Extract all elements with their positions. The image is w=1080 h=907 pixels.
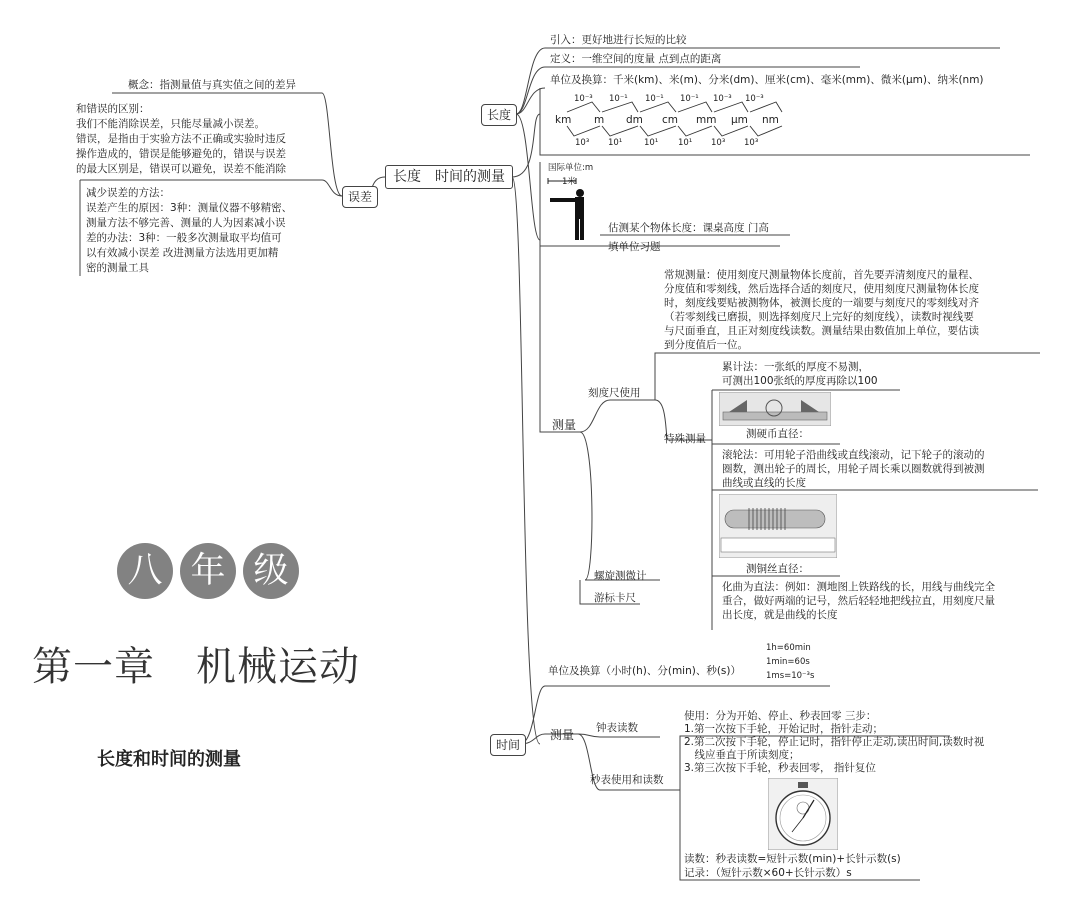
clock-reading-label: 钟表读数	[596, 722, 638, 734]
unit-dm: dm	[626, 114, 643, 126]
wheel-method: 滚轮法：可用轮子沿曲线或直线滚动，记下轮子的滚动的 圈数，测出轮子的周长，用轮子周长乘以圈数就得到被测 曲线或直线的长度	[722, 449, 985, 489]
unit-down-factor-4: 10¹	[678, 138, 693, 148]
length-estimate: 估测某个物体长度：课桌高度 门高	[608, 222, 769, 234]
person-arm-span-figure	[546, 176, 606, 246]
accumulate-method: 累计法：一张纸的厚度不易测， 可测出100张纸的厚度再除以100	[722, 361, 878, 387]
grade-circle-3: 级	[243, 543, 299, 599]
unit-up-factor-3: 10⁻¹	[645, 94, 664, 104]
ruler-regular-measure: 常规测量：使用刻度尺测量物体长度前，首先要弄清刻度尺的量程、 分度值和零刻线，然后选择合适的刻度尺，使用刻度尺测量物体长度 时，刻度线要贴被测物体，被测长度的一端要与刻度尺的零刻线对齐 （若零刻线已磨损，则选择刻度尺上完好的刻度线），读数时视线要 与尺面垂直，且正对刻度线读数。测量结果由数值加上单位，要估读 到分度值后一位。	[664, 269, 979, 351]
time-measure-label: 测量	[550, 728, 575, 742]
unit-up-factor-1: 10⁻³	[574, 94, 593, 104]
unit-up-factor-2: 10⁻¹	[609, 94, 628, 104]
length-definition: 定义：一维空间的度量 点到点的距离	[550, 53, 722, 65]
time-conversion-minute: 1min=60s	[766, 657, 810, 667]
unit-km: km	[555, 114, 572, 126]
micrometer-label: 螺旋测微计	[594, 570, 647, 582]
unit-down-factor-2: 10¹	[608, 138, 623, 148]
unit-down-factor-3: 10¹	[644, 138, 659, 148]
time-conversion-hour: 1h=60min	[766, 643, 811, 653]
unit-nm: nm	[762, 114, 779, 126]
unit-down-factor-1: 10³	[575, 138, 590, 148]
unit-down-factor-6: 10³	[744, 138, 759, 148]
unit-up-factor-5: 10⁻³	[713, 94, 732, 104]
time-conversion-ms: 1ms=10⁻³s	[766, 671, 815, 681]
ruler-usage-label: 刻度尺使用	[588, 387, 641, 399]
unit-up-factor-6: 10⁻³	[745, 94, 764, 104]
stopwatch-record-formula: 记录：（短针示数×60+长针示数）s	[684, 867, 852, 879]
time-units: 单位及换算（小时(h)、分(min)、秒(s)）	[548, 665, 742, 677]
length-units: 单位及换算：千米(km)、米(m)、分米(dm)、厘米(cm)、毫米(mm)、微米(μm)、纳米(nm)	[550, 74, 984, 86]
one-meter-label: 1米	[562, 177, 576, 187]
copper-wire-image	[719, 494, 837, 558]
section-subtitle: 长度和时间的测量	[97, 749, 241, 770]
error-reduce-methods: 减少误差的方法： 误差产生的原因：3种：测量仪器不够精密、 测量方法不够完善、测量的人为因素减小误 差的办法：3种：一般多次测量取平均值可 以有效减小误差 改进测量方法选用更加精 密的测量工具	[86, 187, 293, 274]
length-node[interactable]: 长度	[481, 104, 517, 126]
chapter-title: 第一章 机械运动	[32, 644, 360, 690]
length-measure-label: 测量	[552, 418, 577, 432]
grade-circle-2: 年	[180, 543, 236, 599]
length-intro: 引入：更好地进行长短的比较	[550, 34, 687, 46]
unit-um: μm	[731, 114, 748, 126]
root-node[interactable]: 长度 时间的测量	[385, 165, 513, 189]
coin-measure-image	[719, 392, 831, 426]
fill-unit-exercise: 填单位习题	[608, 241, 661, 253]
stopwatch-image	[768, 778, 838, 850]
error-node[interactable]: 误差	[342, 186, 378, 208]
grade-circle-1: 八	[117, 543, 173, 599]
wire-diameter-label: 测铜丝直径：	[746, 563, 809, 575]
stopwatch-usage-label: 秒表使用和读数	[590, 774, 664, 786]
coin-diameter-label: 测硬币直径：	[746, 428, 809, 440]
error-concept: 概念：指测量值与真实值之间的差异	[128, 79, 296, 91]
curve-to-line-method: 化曲为直法：例如：测地图上铁路线的长，用线与曲线完全 重合，做好两端的记号，然后轻轻地把线拉直，用刻度尺量 出长度，就是曲线的长度	[722, 581, 995, 621]
unit-down-factor-5: 10³	[711, 138, 726, 148]
stopwatch-usage-steps: 使用：分为开始、停止、秒表回零 三步： 1.第一次按下手轮，开始记时，指针走动； 2.第二次按下手轮，停止记时，指针停止走动,读出时间,读数时视 线应垂直于所读刻度； 3.第三次按下手轮，秒表回零， 指针复位	[684, 710, 985, 774]
error-difference: 和错误的区别： 我们不能消除误差，只能尽量减小误差。 错误，是指由于实验方法不正确或实验时违反 操作造成的，错误是能够避免的，错误与误差 的最大区别是，错误可以避免，误差不能消除	[76, 103, 286, 175]
stopwatch-reading-formula: 读数：秒表读数=短针示数(min)+长针示数(s)	[684, 853, 901, 865]
unit-m: m	[594, 114, 605, 126]
si-unit-label: 国际单位:m	[548, 163, 594, 173]
special-measure-label: 特殊测量	[664, 433, 706, 445]
time-node[interactable]: 时间	[490, 734, 526, 756]
unit-up-factor-4: 10⁻¹	[680, 94, 699, 104]
caliper-label: 游标卡尺	[594, 592, 636, 604]
unit-cm: cm	[662, 114, 679, 126]
unit-mm: mm	[696, 114, 717, 126]
